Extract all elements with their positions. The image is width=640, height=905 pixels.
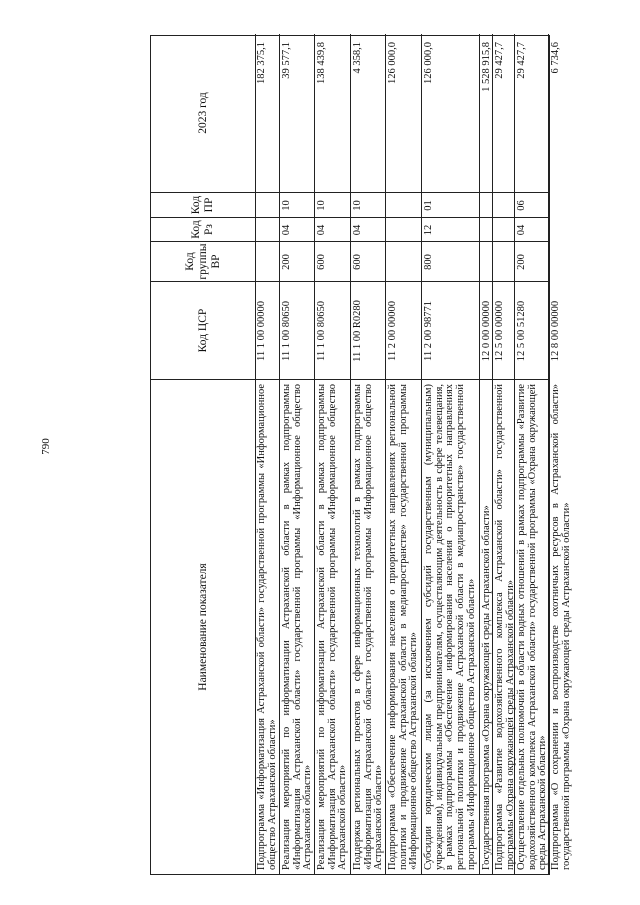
header-pr: Код ПР xyxy=(190,195,215,215)
row-name: Подпрограмма «Развитие водохозяйственного комплекса Астраханской области» государственной программы «Охрана окружающей среды Астраханской области» xyxy=(494,384,516,870)
row-csr: 12 8 00 00000 xyxy=(550,300,561,362)
row-amount: 4 358,1 xyxy=(352,42,363,74)
row-vr xyxy=(549,242,572,282)
header-amount: 2023 год xyxy=(196,92,209,134)
row-pr: 01 xyxy=(423,200,434,211)
row-csr: 11 1 00 80650 xyxy=(281,301,292,361)
row-vr: 200 xyxy=(516,254,527,270)
row-name: Реализация мероприятий по информатизации Астраханской области в рамках подпрограммы «Информатизация Астраханской области» государственной программы «Информационное общество Астраханской области» xyxy=(316,384,349,870)
header-csr: Код ЦСР xyxy=(196,308,209,353)
table-row xyxy=(385,34,421,874)
row-pr xyxy=(255,193,279,218)
row-amount: 126 000,0 xyxy=(387,42,398,84)
row-pr: 10 xyxy=(352,200,363,211)
row-name: Осуществление отдельных полномочий в области водных отношений в рамках подпрограммы «Развитие водохозяйственного комплекса Астраханской области» государственной программы «Охрана окружающей среды Астраханской области» xyxy=(516,384,549,870)
row-rz: 04 xyxy=(281,224,292,236)
header-name: Наименование показателя xyxy=(196,563,209,691)
row-vr xyxy=(493,242,514,282)
row-name: Государственная программа «Охрана окружающей среды Астраханской области» xyxy=(481,505,492,870)
table-header xyxy=(151,34,256,874)
row-name: Поддержка региональных проектов в сфере информационных технологий в рамках подпрограммы «Информатизация Астраханской области» государственной программы «Информационное общество Астраханской области» xyxy=(352,384,385,870)
row-amount: 6 734,6 xyxy=(550,42,561,74)
row-amount: 182 375,1 xyxy=(256,42,267,84)
row-pr xyxy=(493,193,514,218)
row-pr: 06 xyxy=(516,200,527,211)
row-csr: 11 2 00 98771 xyxy=(423,301,434,361)
row-vr xyxy=(255,242,279,282)
row-name: Реализация мероприятий по информатизации Астраханской области в рамках подпрограммы «Информатизация Астраханской области» государственной программы «Информационное общество Астраханской области» xyxy=(281,384,314,870)
row-rz: 04 xyxy=(516,224,527,236)
row-rz xyxy=(480,218,492,242)
row-name: Субсидии юридическим лицам (за исключением субсидий государственным (муниципальным) учреждениям), индивидуальным предпринимателям, осуществляющим деятельность в сфере телевещания, в рамках подпрограммы «Обеспечение информирования населения о приоритетных направлениях региональной политики и продвижение Астраханской области в медиапространстве» государственной программы «Информационное общество Астраханской области» xyxy=(423,384,477,870)
row-csr: 11 1 00 00000 xyxy=(256,301,267,361)
row-vr: 600 xyxy=(316,254,327,270)
header-rz-cell xyxy=(151,218,255,242)
row-rz xyxy=(255,218,279,242)
table-body xyxy=(255,34,572,874)
row-csr: 11 1 00 R0280 xyxy=(352,300,363,362)
header-amount-cell xyxy=(151,34,255,193)
row-amount: 39 577,1 xyxy=(281,42,292,79)
row-vr: 800 xyxy=(423,254,434,270)
header-pr-cell xyxy=(151,193,255,218)
table-row xyxy=(255,34,279,874)
row-csr: 11 1 00 80650 xyxy=(316,301,327,361)
row-pr xyxy=(549,193,572,218)
page-number: 790 xyxy=(39,438,52,455)
row-pr: 10 xyxy=(281,200,292,211)
table-row xyxy=(421,34,479,874)
row-name: Подпрограмма «Обеспечение информирования населения о приоритетных направлениях региональной политики и продвижение Астраханской области в медиапространстве» государственной программы «Информационное общество Астраханской области» xyxy=(387,384,420,870)
row-name: Подпрограмма «О сохранении и воспроизводстве охотничьих ресурсов в Астраханской области» государственной программы «Охрана окружающей среды Астраханской области» xyxy=(550,384,572,870)
row-rz xyxy=(549,218,572,242)
row-amount: 29 427,7 xyxy=(516,42,527,79)
row-csr: 11 2 00 00000 xyxy=(387,301,398,361)
row-pr xyxy=(386,193,421,218)
row-amount: 138 439,8 xyxy=(316,42,327,84)
row-pr xyxy=(480,193,492,218)
row-vr xyxy=(386,242,421,282)
table-row xyxy=(548,34,572,874)
budget-table xyxy=(150,35,572,875)
header-vr-cell xyxy=(151,242,255,282)
row-rz: 12 xyxy=(423,224,434,236)
header-name-cell xyxy=(151,380,255,874)
header-vr: Код группы ВР xyxy=(183,243,222,280)
table-row xyxy=(514,34,548,874)
table-row xyxy=(492,34,514,874)
header-rz: Код Рз xyxy=(190,220,215,239)
row-amount: 29 427,7 xyxy=(494,42,505,79)
row-vr: 200 xyxy=(281,254,292,270)
header-csr-cell xyxy=(151,282,255,380)
row-rz xyxy=(493,218,514,242)
row-rz: 04 xyxy=(316,224,327,236)
row-csr: 12 0 00 00000 xyxy=(481,300,492,362)
row-vr: 600 xyxy=(352,254,363,270)
row-name: Подпрограмма «Информатизация Астраханской области» государственной программы «Информационное общество Астраханской области» xyxy=(256,384,278,870)
row-rz xyxy=(386,218,421,242)
table-row xyxy=(479,34,492,874)
row-pr: 10 xyxy=(316,200,327,211)
row-rz: 04 xyxy=(352,224,363,236)
table-row xyxy=(314,34,350,874)
table-row xyxy=(279,34,314,874)
row-vr xyxy=(480,242,492,282)
row-csr: 12 5 00 00000 xyxy=(494,300,505,362)
row-csr: 12 5 00 51280 xyxy=(516,300,527,362)
row-amount: 1 528 915,8 xyxy=(481,42,492,92)
row-amount: 126 000,0 xyxy=(423,42,434,84)
table-row xyxy=(350,34,385,874)
